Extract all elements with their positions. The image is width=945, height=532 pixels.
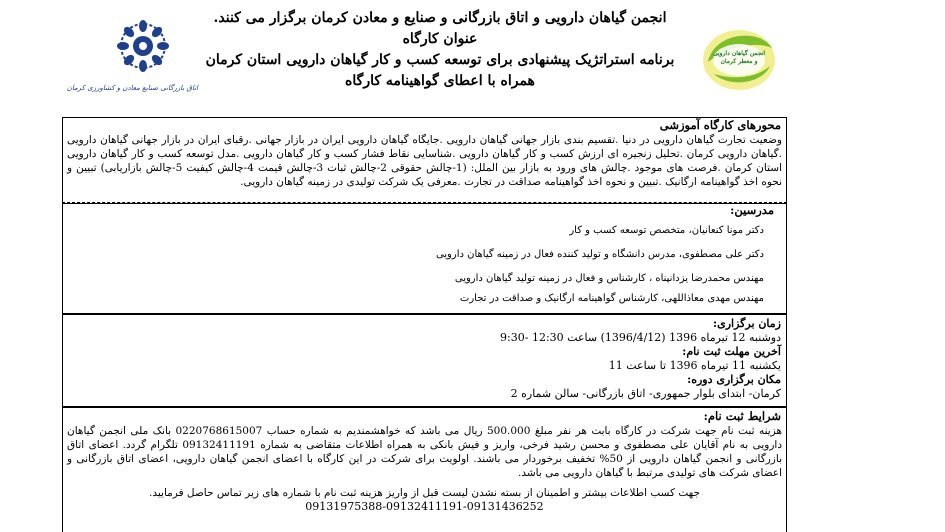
teachers-section: [62, 202, 787, 315]
header-line-certificate: همراه با اعطای گواهینامه کارگاه: [345, 73, 535, 89]
registration-body: هزینه ثبت نام جهت شرکت در کارگاه بابت هر نفر مبلغ 500.000 ریال می باشد که خواهشمندیم به شماره حساب 0220768615007 بانک ملی انجمن گیاهان دارویی به نام آقایان علی مصطفوی و محسن رشید فرخی، واریز و فیش بانکی به همراه اطلاعات متقاضی به شماره 09132411191 تلگرام گردد. اعضای اتاق بازرگانی و انجمن گیاهان دارویی از 50% تخفیف برخوردار می باشند. اولویت برای شرکت در این کارگاه با اعضای انجمن گیاهان دارویی، اعضای اتاق بازرگانی و اعضای شرکت های تولیدی مرتبط با گیاهان دارویی می باشد.: [67, 425, 783, 479]
page-header: [0, 0, 945, 112]
teachers-title: مدرسین:: [730, 203, 774, 217]
chamber-logo: [66, 12, 198, 104]
schedule-section: [62, 313, 787, 408]
teacher-item: مهندس محمدرضا یزدانپناه ، کارشناس و فعال در زمینه تولید گیاهان دارویی: [454, 273, 764, 284]
header-title-block: [200, 8, 680, 92]
association-logo: [700, 22, 778, 94]
place-value: کرمان- ابتدای بلوار جمهوری- اتاق بازرگانی- سالن شماره 2: [510, 387, 781, 400]
teacher-item: مهندس مهدی معاذاللهی، کارشناس گواهینامه ارگانیک و صداقت در تجارت: [459, 293, 764, 304]
chamber-logo-text: اتاق بازرگانی صنایع معادن و کشاورزی کرمان: [66, 84, 198, 92]
deadline-title: آخرین مهلت ثبت نام:: [682, 345, 781, 358]
topics-section: [62, 117, 787, 204]
time-title: زمان برگزاری:: [713, 317, 781, 330]
registration-title: شرایط ثبت نام:: [703, 409, 781, 423]
association-logo-text: انجمن گیاهان دارویی و معطر کرمان: [712, 50, 766, 65]
contact-phones: 09131975388-09132411191-09131436252: [305, 500, 544, 513]
topics-title: محورهای کارگاه آموزشی: [659, 118, 781, 132]
teacher-item: دکتر علی مصطفوی، مدرس دانشگاه و تولید کننده فعال در زمینه گیاهان دارویی: [435, 249, 764, 260]
registration-section: [62, 406, 787, 532]
time-value: دوشنبه 12 تیرماه 1396 (1396/4/12) ساعت 12:30 -9:30: [500, 331, 781, 344]
contact-note: جهت کسب اطلاعات بیشتر و اطمینان از بسته نشدن لیست قبل از واریز هزینه ثبت نام با شماره های زیر تماس حاصل فرمایید.: [149, 487, 700, 499]
teacher-item: دکتر مونا کنعانیان، متخصص توسعه کسب و کار: [569, 225, 764, 236]
header-line-workshop-label: عنوان کارگاه: [402, 31, 478, 47]
topics-body: وضعیت تجارت گیاهان دارویی در دنیا .تقسیم بندی بازار جهانی گیاهان دارویی .جایگاه گیاهان دارویی ایران در بازار جهانی .رقبای ایران در بازار جهانی گیاهان دارویی .گیاهان دارویی کرمان .تحلیل زنجیره ای ارزش کسب و کار گیاهان دارویی .شناسایی نقاط فشار کسب و کار گیاهان دارویی .مدل توسعه کسب و کار گیاهان دارویی استان کرمان .فرصت های موجود .چالش های ورود به بازار بین الملل: (1-چالش حقوقی 2-چالش ثبات 3-چالش قیمت 4-چالش کیفیت 5-چالش بازاریابی) تبیین و نحوه اخذ گواهینامه ارگانیک .تبیین و نحوه اخذ گواهینامه صداقت در تجارت .معرفی یک شرکت تولیدی در زمینه گیاهان دارویی.: [67, 134, 782, 188]
deadline-value: یکشنبه 11 تیرماه 1396 تا ساعت 11: [608, 359, 781, 372]
place-title: مکان برگزاری دوره:: [687, 373, 781, 386]
header-line-organizers: انجمن گیاهان دارویی و اتاق بازرگانی و صنایع و معادن کرمان برگزار می کنند.: [213, 10, 667, 26]
header-line-workshop-title: برنامه استراتژیک پیشنهادی برای توسعه کسب و کار گیاهان دارویی استان کرمان: [205, 52, 675, 68]
